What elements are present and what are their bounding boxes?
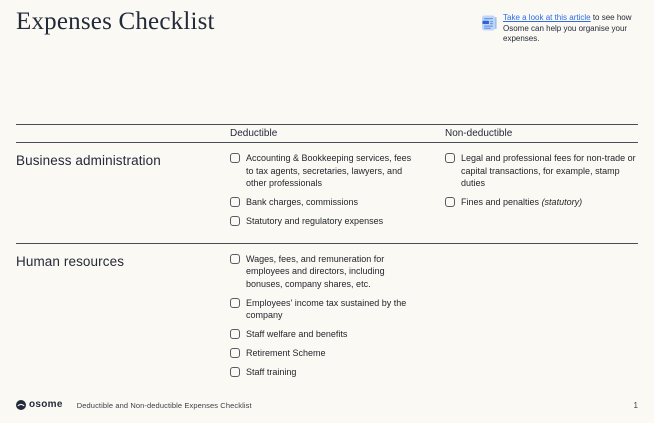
non-deductible-cell — [445, 152, 638, 228]
item-label: Employees' income tax sustained by the company — [246, 297, 407, 320]
checklist-item — [230, 297, 421, 322]
osome-logo — [16, 400, 63, 410]
category-label: Business administration — [16, 153, 161, 168]
table-section-row — [16, 143, 638, 243]
osome-wordmark: osome — [29, 399, 63, 410]
column-header-deductible: Deductible — [230, 128, 278, 139]
deductible-cell — [230, 253, 445, 379]
item-checkbox[interactable] — [445, 197, 455, 207]
item-label: Staff welfare and benefits — [246, 329, 348, 339]
item-checkbox[interactable] — [230, 298, 240, 308]
table-header-row — [16, 124, 638, 143]
item-checkbox[interactable] — [230, 197, 240, 207]
column-header-non-deductible: Non-deductible — [445, 128, 513, 139]
page-number: 1 — [633, 400, 638, 410]
item-label: Wages, fees, and remuneration for employees and directors, including bonuses, company shares, etc. — [246, 253, 385, 289]
article-link[interactable]: Take a look at this article — [503, 13, 591, 22]
item-checkbox[interactable] — [230, 254, 240, 264]
checklist-item — [445, 196, 636, 209]
page-footer — [16, 399, 638, 411]
table-body — [16, 143, 638, 394]
checklist-item — [230, 328, 421, 341]
checklist-item — [230, 347, 421, 360]
footer-doc-title: Deductible and Non-deductible Expenses Checklist — [76, 400, 252, 410]
checklist-item — [230, 196, 421, 209]
checklist-item — [230, 215, 421, 228]
item-label: Legal and professional fees for non-trade or capital transactions, for example, stamp duties — [461, 153, 636, 188]
expenses-table — [16, 124, 638, 394]
checklist-item — [230, 253, 421, 291]
item-checkbox[interactable] — [230, 367, 240, 377]
non-deductible-cell — [445, 253, 638, 379]
item-label: Statutory and regulatory expenses — [246, 216, 384, 226]
item-label: Accounting & Bookkeeping services, fees to tax agents, secretaries, lawyers, and other professionals — [246, 153, 412, 188]
osome-logo-icon — [16, 400, 26, 410]
item-checkbox[interactable] — [230, 153, 240, 163]
item-label: Retirement Scheme — [246, 348, 326, 358]
item-label: Staff training — [246, 367, 297, 377]
header-note-text — [503, 13, 640, 45]
checklist-item — [230, 152, 421, 190]
table-section-row — [16, 243, 638, 394]
article-icon — [480, 14, 498, 32]
item-label: Bank charges, commissions — [246, 197, 359, 207]
page-title: Expenses Checklist — [16, 8, 215, 35]
item-checkbox[interactable] — [230, 348, 240, 358]
item-checkbox[interactable] — [230, 216, 240, 226]
checklist-item — [230, 366, 421, 379]
checklist-item — [445, 152, 636, 190]
item-label: Fines and penalties (statutory) — [461, 197, 583, 207]
item-checkbox[interactable] — [230, 329, 240, 339]
header-note — [480, 13, 640, 45]
header-note-rest: to see how Osome can help you organise your expenses. — [503, 13, 632, 43]
item-checkbox[interactable] — [445, 153, 455, 163]
deductible-cell — [230, 152, 445, 228]
category-label: Human resources — [16, 253, 125, 269]
